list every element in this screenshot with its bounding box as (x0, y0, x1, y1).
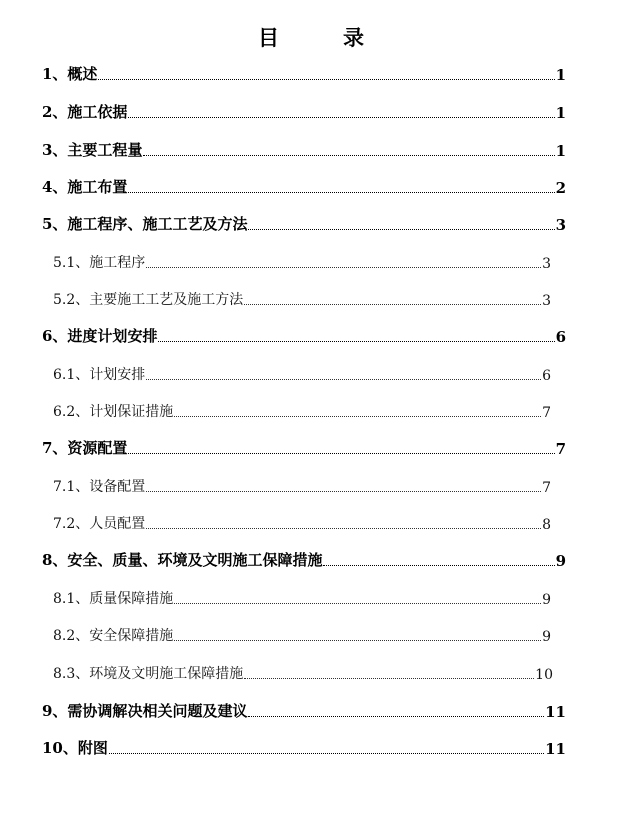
toc-entry-page: 7 (555, 440, 566, 458)
toc-entry-8[interactable] (42, 548, 566, 570)
toc-entry-6-2[interactable] (53, 399, 551, 421)
toc-entry-label: 8.3、环境及文明施工保障措施 (53, 666, 244, 682)
toc-entry-8-1[interactable] (53, 586, 551, 608)
toc-entry-page: 3 (542, 256, 551, 272)
toc-entry-page: 3 (542, 293, 551, 309)
toc-title-part2: 录 (343, 25, 364, 50)
dot-leader (323, 565, 554, 566)
toc-entry-10[interactable] (42, 736, 566, 758)
dot-leader (143, 155, 554, 156)
toc-title-part1: 目 (258, 25, 279, 50)
toc-entry-page: 6 (555, 328, 566, 346)
dot-leader (244, 304, 541, 305)
dot-leader (109, 753, 544, 754)
dot-leader (248, 229, 554, 230)
toc-entry-9[interactable] (42, 699, 566, 721)
toc-entry-8-2[interactable] (53, 623, 551, 645)
dot-leader (174, 603, 541, 604)
toc-entry-page: 7 (542, 480, 551, 496)
toc-entry-5[interactable] (42, 212, 566, 234)
toc-entry-label: 10、附图 (42, 739, 108, 757)
toc-entry-7[interactable] (42, 436, 566, 458)
toc-entry-page: 10 (535, 667, 553, 683)
toc-entry-label: 2、施工依据 (42, 103, 128, 121)
toc-entry-page: 1 (555, 66, 566, 84)
toc-entry-page: 9 (555, 552, 566, 570)
toc-entry-4[interactable] (42, 175, 566, 197)
dot-leader (128, 192, 554, 193)
toc-entry-5-2[interactable] (53, 287, 551, 309)
toc-entry-8-3[interactable] (53, 661, 553, 683)
dot-leader (128, 453, 554, 454)
dot-leader (146, 491, 541, 492)
toc-entry-label: 4、施工布置 (42, 178, 128, 196)
toc-entry-page: 8 (542, 517, 551, 533)
toc-entry-label: 6.2、计划保证措施 (53, 404, 174, 420)
toc-entry-label: 7.1、设备配置 (53, 479, 146, 495)
toc-entry-label: 5.1、施工程序 (53, 255, 146, 271)
dot-leader (174, 640, 541, 641)
toc-entry-page: 11 (545, 740, 566, 758)
toc-entry-label: 7、资源配置 (42, 439, 128, 457)
dot-leader (146, 267, 541, 268)
dot-leader (174, 416, 541, 417)
toc-entry-label: 7.2、人员配置 (53, 516, 146, 532)
toc-entry-page: 3 (555, 216, 566, 234)
toc-entry-label: 1、概述 (42, 65, 98, 83)
toc-entry-page: 1 (555, 104, 566, 122)
dot-leader (146, 528, 541, 529)
toc-entry-label: 6.1、计划安排 (53, 367, 146, 383)
toc-entry-label: 5.2、主要施工工艺及施工方法 (53, 292, 244, 308)
toc-entry-label: 6、进度计划安排 (42, 327, 158, 345)
toc-entry-6[interactable] (42, 324, 566, 346)
toc-entry-7-2[interactable] (53, 511, 551, 533)
toc-entry-label: 3、主要工程量 (42, 141, 143, 159)
toc-entry-label: 8.2、安全保障措施 (53, 628, 174, 644)
toc-entry-label: 8.1、质量保障措施 (53, 591, 174, 607)
toc-entry-7-1[interactable] (53, 474, 551, 496)
toc-entry-6-1[interactable] (53, 362, 551, 384)
toc-entry-label: 5、施工程序、施工工艺及方法 (42, 215, 248, 233)
toc-entry-page: 9 (542, 592, 551, 608)
toc-entry-1[interactable] (42, 62, 566, 84)
toc-entry-page: 6 (542, 368, 551, 384)
toc-entry-2[interactable] (42, 100, 566, 122)
toc-entry-3[interactable] (42, 138, 566, 160)
dot-leader (158, 341, 554, 342)
dot-leader (128, 117, 554, 118)
dot-leader (244, 678, 534, 679)
toc-entry-5-1[interactable] (53, 250, 551, 272)
toc-title (0, 22, 622, 52)
toc-entry-page: 2 (555, 179, 566, 197)
toc-entry-label: 9、需协调解决相关问题及建议 (42, 702, 248, 720)
dot-leader (248, 716, 544, 717)
dot-leader (146, 379, 541, 380)
dot-leader (98, 79, 554, 80)
toc-entry-label: 8、安全、质量、环境及文明施工保障措施 (42, 551, 323, 569)
toc-entry-page: 7 (542, 405, 551, 421)
toc-entry-page: 9 (542, 629, 551, 645)
toc-entry-page: 1 (555, 142, 566, 160)
toc-entry-page: 11 (545, 703, 566, 721)
